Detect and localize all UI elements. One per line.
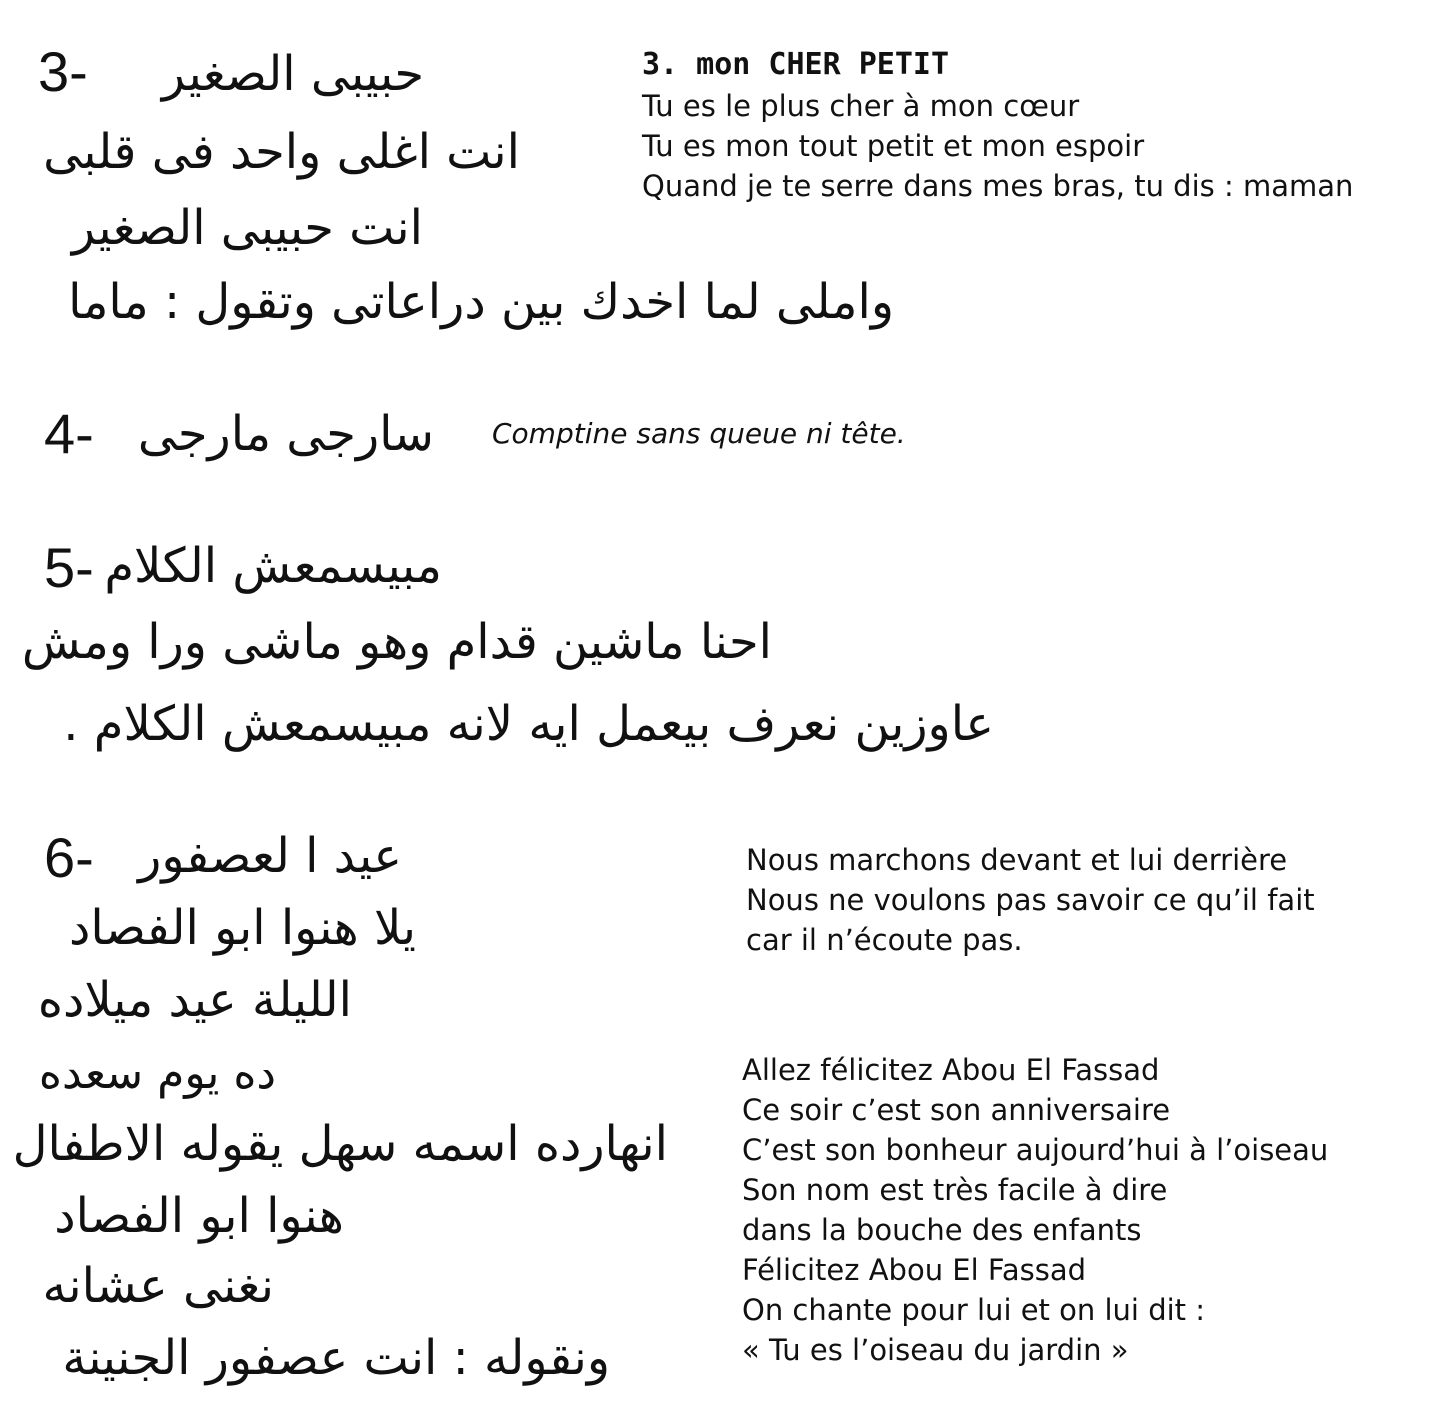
section-3-number: 3- [38, 40, 88, 103]
section-6-french-line-7: On chante pour lui et on lui dit : [742, 1293, 1206, 1327]
section-5-arabic-title: مبيسمعش الكلام [104, 538, 442, 594]
section-3-french-line-2: Tu es mon tout petit et mon espoir [642, 129, 1145, 163]
section-5-french-line-3: car il n’écoute pas. [746, 923, 1023, 957]
section-3-arabic-line-1: انت اغلى واحد فى قلبى [43, 124, 520, 180]
section-5-french-line-1: Nous marchons devant et lui derrière [746, 843, 1288, 877]
section-6-french-line-5: dans la bouche des enfants [742, 1213, 1142, 1247]
section-6-french-line-1: Allez félicitez Abou El Fassad [742, 1053, 1160, 1087]
section-6-arabic-line-6: نغنى عشانه [42, 1258, 274, 1314]
section-5-french-translation [746, 840, 1315, 960]
section-6-arabic-line-3: ده يوم سعده [38, 1048, 276, 1099]
section-3-arabic-title: حبيبى الصغير [161, 46, 424, 102]
section-3-french-lyrics [642, 86, 1353, 206]
section-6-arabic-line-4: انهارده اسمه سهل يقوله الاطفال [12, 1116, 668, 1172]
section-6-arabic-line-7: ونقوله : انت عصفور الجنينة [62, 1330, 610, 1386]
section-3-french-line-3: Quand je te serre dans mes bras, tu dis : maman [642, 169, 1354, 203]
section-5-arabic-line-2: عاوزين نعرف بيعمل ايه لانه مبيسمعش الكلام . [63, 696, 994, 752]
section-6-french-line-8: « Tu es l’oiseau du jardin » [742, 1333, 1129, 1367]
section-6-french-line-4: Son nom est très facile à dire [742, 1173, 1168, 1207]
section-3-arabic-line-3: واملى لما اخدك بين دراعاتى وتقول : ماما [68, 274, 894, 330]
section-6-french-line-6: Félicitez Abou El Fassad [742, 1253, 1087, 1287]
section-5-french-line-2: Nous ne voulons pas savoir ce qu’il fait [746, 883, 1315, 917]
section-6-number: 6- [44, 826, 94, 889]
section-6-french-translation [742, 1050, 1328, 1370]
section-6-french-line-3: C’est son bonheur aujourd’hui à l’oiseau [742, 1133, 1329, 1167]
section-5-arabic-line-1: احنا ماشين قدام وهو ماشى ورا ومش [21, 614, 772, 670]
section-5-number: 5- [44, 536, 94, 599]
section-6-arabic-line-2: الليلة عيد ميلاده [37, 972, 352, 1028]
section-4-french-note: Comptine sans queue ni tête. [492, 417, 906, 450]
section-4-number: 4- [44, 402, 94, 465]
section-6-arabic-line-5: هنوا ابو الفصاد [54, 1188, 344, 1244]
section-3-french-title: 3. mon CHER PETIT [642, 47, 950, 82]
section-4-arabic-title: سارجى مارجى [137, 406, 434, 462]
section-3-arabic-line-2: انت حبيبى الصغير [71, 200, 423, 256]
section-6-arabic-line-1: يلا هنوا ابو الفصاد [68, 900, 416, 956]
section-6-french-line-2: Ce soir c’est son anniversaire [742, 1093, 1171, 1127]
section-6-arabic-title: عيد ا لعصفور [138, 828, 402, 884]
section-3-french-line-1: Tu es le plus cher à mon cœur [642, 89, 1080, 123]
